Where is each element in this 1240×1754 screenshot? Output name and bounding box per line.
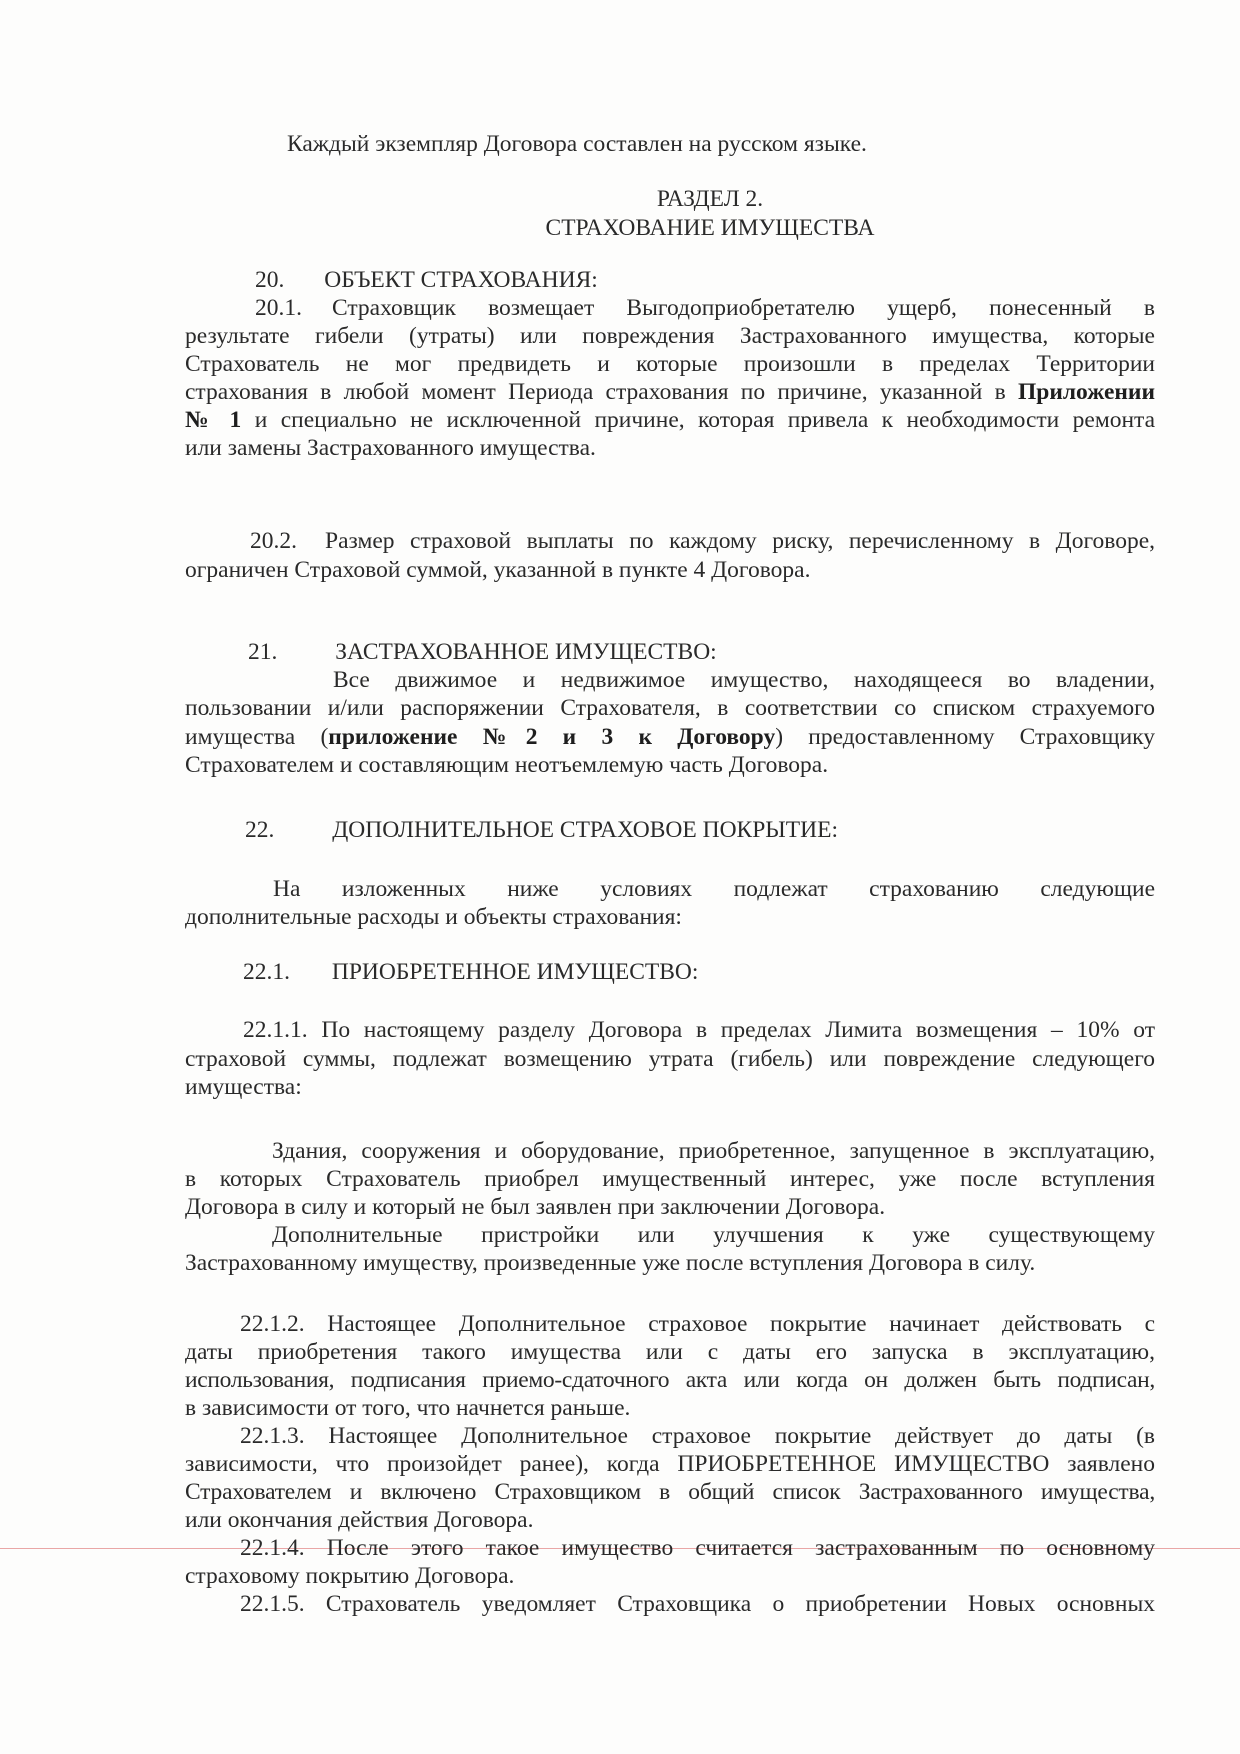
para-20-2-number: 20.2. — [250, 528, 297, 554]
para-22-1-4-line-1: 22.1.4. После этого такое имущество считается застрахованным по основному — [240, 1535, 1155, 1561]
para-22-1-3-line-3: Страхователем и включено Страховщиком в общий список Застрахованного имущества, — [185, 1479, 1155, 1505]
para-additions-line-2: Застрахованному имуществу, произведенные уже после вступления Договора в силу. — [185, 1250, 1036, 1276]
para-buildings-line-1: Здания, сооружения и оборудование, приобретенное, запущенное в эксплуатацию, — [272, 1138, 1155, 1164]
para-20-1-number: 20.1. — [255, 295, 302, 321]
para-buildings-line-3: Договора в силу и который не был заявлен при заключении Договора. — [185, 1194, 886, 1220]
para-additions-line-1: Дополнительные пристройки или улучшения к уже существующему — [272, 1222, 1155, 1248]
para-20-1-line-5 — [185, 406, 1155, 434]
annex-1-number: № 1 — [185, 407, 242, 433]
para-20-2-text: Размер страховой выплаты по каждому риску, перечисленному в Договоре, — [325, 528, 1155, 554]
heading-22-title: ДОПОЛНИТЕЛЬНОЕ СТРАХОВОЕ ПОКРЫТИЕ: — [332, 817, 838, 843]
para-22-1-2-line-4: в зависимости от того, что начнется раньше. — [185, 1395, 631, 1421]
para-20-1-line-6: или замены Застрахованного имущества. — [185, 435, 596, 461]
para-20-1-line-4 — [185, 378, 1155, 406]
heading-20 — [255, 266, 1225, 294]
para-22-1-3-line-1: 22.1.3. Настоящее Дополнительное страховое покрытие действует до даты (в — [240, 1423, 1155, 1449]
para-22-1-2-line-2: даты приобретения такого имущества или с даты его запуска в эксплуатацию, — [185, 1339, 1155, 1365]
para-20-1-line-2: результате гибели (утраты) или повреждения Застрахованного имущества, которые — [185, 323, 1155, 349]
para-22-1-2-line-3: использования, подписания приемо-сдаточного акта или когда он должен быть подписан, — [185, 1367, 1155, 1393]
para-21-line-1: Все движимое и недвижимое имущество, находящееся во владении, — [333, 667, 1155, 693]
para-20-1-line-4-text: страхования в любой момент Периода страхования по причине, указанной в — [185, 379, 1006, 405]
para-20-1-line-3: Страхователь не мог предвидеть и которые произошли в пределах Территории — [185, 351, 1155, 377]
para-22-1-3-line-2: зависимости, что произойдет ранее), когда ПРИОБРЕТЕННОЕ ИМУЩЕСТВО заявлено — [185, 1451, 1155, 1477]
annex-2-3-ref: приложение №2 и 3 к Договору — [328, 724, 776, 750]
heading-22 — [245, 816, 1215, 844]
section-number: РАЗДЕЛ 2. — [656, 186, 764, 212]
para-22-1-1-line-1: 22.1.1. По настоящему разделу Договора в пределах Лимита возмещения – 10% от — [243, 1017, 1155, 1043]
para-22-1-2-line-1: 22.1.2. Настоящее Дополнительное страховое покрытие начинает действовать с — [240, 1311, 1155, 1337]
heading-22-number: 22. — [245, 817, 275, 843]
annex-1-ref: Приложении — [1017, 379, 1156, 405]
para-21-line-3-end: ) предоставленному Страховщику — [775, 724, 1155, 750]
para-22-1-1-line-3: имущества: — [185, 1074, 302, 1100]
heading-20-title: ОБЪЕКТ СТРАХОВАНИЯ: — [324, 267, 598, 293]
para-21-line-4: Страхователем и составляющим неотъемлемую часть Договора. — [185, 752, 829, 778]
para-22-1-5-line-1: 22.1.5. Страхователь уведомляет Страховщика о приобретении Новых основных — [240, 1591, 1155, 1617]
heading-21-title: ЗАСТРАХОВАННОЕ ИМУЩЕСТВО: — [335, 639, 717, 665]
para-buildings-line-2: в которых Страхователь приобрел имущественный интерес, уже после вступления — [185, 1166, 1155, 1192]
para-22-1-3-line-4: или окончания действия Договора. — [185, 1507, 534, 1533]
para-21-line-3-start: имущества ( — [185, 724, 329, 750]
para-22-1-1-line-2: страховой суммы, подлежат возмещению утрата (гибель) или повреждение следующего — [185, 1046, 1155, 1072]
para-20-1-line-5-text: и специально не исключенной причине, которая привела к необходимости ремонта — [254, 407, 1156, 433]
para-22-1-4-line-2: страховому покрытию Договора. — [185, 1563, 515, 1589]
heading-20-number: 20. — [255, 267, 285, 293]
heading-21 — [248, 638, 1218, 666]
para-20-2-line-1 — [250, 527, 1155, 555]
para-20-1-line-1 — [255, 294, 1155, 322]
heading-21-number: 21. — [248, 639, 278, 665]
para-21-line-2: пользовании и/или распоряжении Страхователя, в соответствии со списком страхуемого — [185, 695, 1155, 721]
para-22-line-2: дополнительные расходы и объекты страхования: — [185, 904, 682, 930]
heading-22-1-number: 22.1. — [243, 959, 290, 985]
intro-line: Каждый экземпляр Договора составлен на русском языке. — [287, 131, 867, 157]
para-20-2-line-2: ограничен Страховой суммой, указанной в пункте 4 Договора. — [185, 557, 811, 583]
heading-22-1 — [243, 958, 1213, 986]
para-22-line-1: На изложенных ниже условиях подлежат страхованию следующие — [273, 876, 1155, 902]
section-title: СТРАХОВАНИЕ ИМУЩЕСТВА — [545, 215, 875, 241]
para-21-line-3 — [185, 723, 1155, 751]
heading-22-1-title: ПРИОБРЕТЕННОЕ ИМУЩЕСТВО: — [331, 959, 699, 985]
para-20-1-text: Страховщик возмещает Выгодоприобретателю ущерб, понесенный в — [332, 295, 1155, 321]
